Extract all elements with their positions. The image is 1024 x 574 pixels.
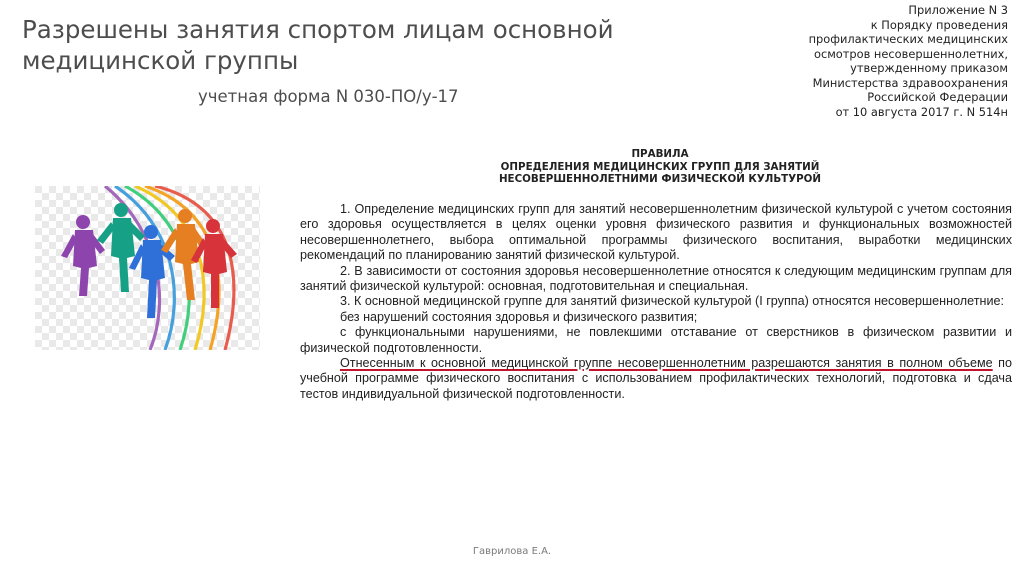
rules-heading (470, 148, 850, 186)
rules-item-1: без нарушений состояния здоровья и физического развития; (340, 309, 698, 324)
rules-paragraph-3: 3. К основной медицинской группе для занятий физической культурой (I группа) относятся несовершеннолетние: (340, 294, 1004, 309)
rules-heading-line: ОПРЕДЕЛЕНИЯ МЕДИЦИНСКИХ ГРУПП ДЛЯ ЗАНЯТИЙ (500, 160, 820, 173)
rules-heading-line: НЕСОВЕРШЕННОЛЕТНИМИ ФИЗИЧЕСКОЙ КУЛЬТУРОЙ (498, 173, 822, 186)
appendix-note (768, 3, 1008, 119)
appendix-line: от 10 августа 2017 г. N 514н (835, 104, 1008, 119)
rules-body (300, 202, 1012, 402)
form-subtitle: учетная форма N 030-ПО/у-17 (198, 87, 459, 106)
rules-heading-line: ПРАВИЛА (631, 148, 689, 160)
appendix-line: осмотров несовершеннолетних, (813, 46, 1008, 61)
rules-item-2: с функциональными нарушениями, не повлекшими отставание от сверстников в физическом развитии и физической подготовленности. (300, 325, 1012, 355)
rules-paragraph-4 (300, 356, 1012, 402)
slide-title: Разрешены занятия спортом лицам основной медицинской группы (22, 15, 614, 75)
rules-paragraph-1: 1. Определение медицинских групп для занятий несовершеннолетним физической культурой с учетом состояния его здоровья осуществляется в целях оценки уровня физического развития и функциональных возможностей несовершеннолетнего, выбора оптимальной программы физического воспитания, выработки медицинских рекомендаций по планированию занятий физической культурой. (300, 202, 1012, 263)
highlighted-permission: Отнесенным к основной медицинской группе несовершеннолетним разрешаются занятия в полном объеме (340, 356, 993, 371)
appendix-line: утвержденному приказом (850, 61, 1008, 75)
appendix-line: Российской Федерации (867, 90, 1008, 104)
appendix-line: Министерства здравоохранения (812, 75, 1008, 90)
runners-illustration (35, 186, 260, 350)
runners-image (35, 186, 260, 350)
author-footer: Гаврилова Е.А. (472, 546, 552, 557)
appendix-line: Приложение N 3 (908, 3, 1008, 17)
appendix-line: к Порядку проведения (870, 17, 1008, 32)
appendix-line: профилактических медицинских (808, 32, 1008, 46)
rules-paragraph-2: 2. В зависимости от состояния здоровья несовершеннолетние относятся к следующим медицинским группам для занятий физической культурой: основная, подготовительная и специальная. (300, 263, 1012, 294)
permission-continuation: по учебной программе физического воспитания с использованием профилактических технологий, подготовка и сдача тестов индивидуальной физической подготовленности. (300, 356, 1012, 401)
